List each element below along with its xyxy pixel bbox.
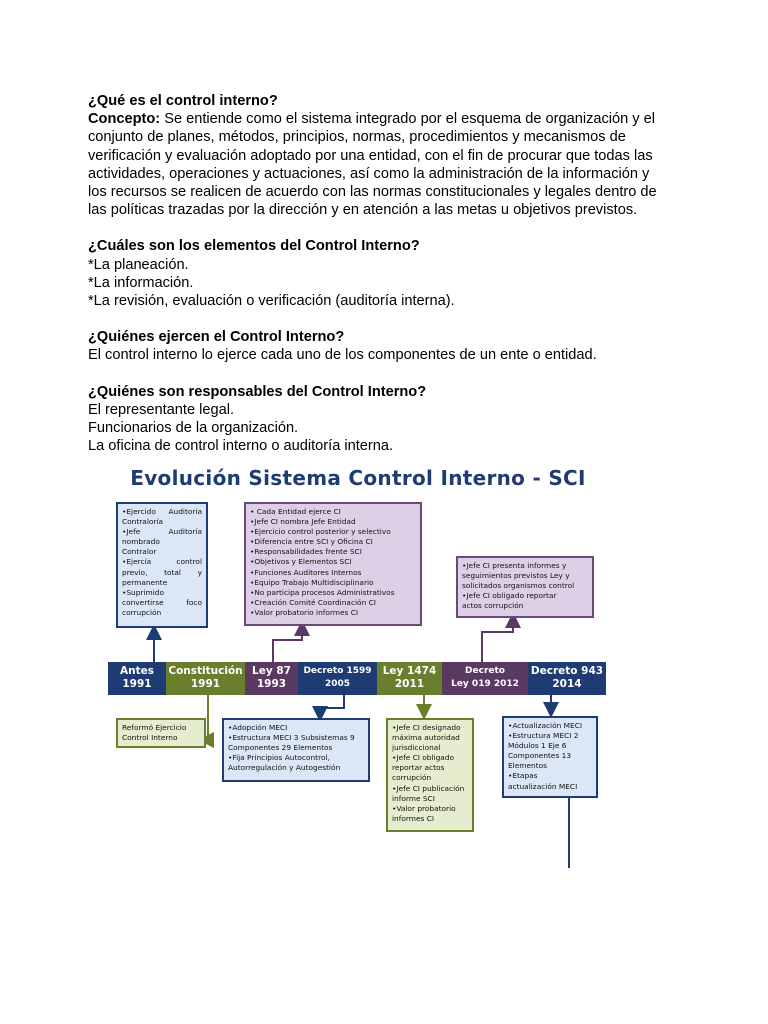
box-line: •Valor probatorio (392, 803, 456, 813)
box-line: permanente (122, 577, 168, 587)
element-item: *La planeación. (88, 256, 189, 273)
box-line: •Estructura MECI 3 Subsistemas 9 (228, 733, 355, 743)
concept-paragraph (88, 110, 688, 219)
timeline-label: Decreto (465, 666, 505, 676)
box-line: •Creación Comité Coordinación CI (250, 597, 376, 607)
box-line: máxima autoridad (392, 733, 460, 743)
question-responsibles: ¿Quiénes son responsables del Control Interno? (88, 383, 427, 400)
timeline-label: Antes (120, 665, 154, 677)
box-line: •Jefe CI designado (392, 723, 461, 732)
box-line: •No participa procesos Administrativos (250, 587, 395, 597)
box-line: Elementos (508, 761, 547, 771)
box-line: •Etapas (508, 771, 538, 781)
box-line: Módulos 1 Eje 6 (508, 741, 567, 751)
question-who-exercises: ¿Quiénes ejercen el Control Interno? (88, 329, 345, 346)
timeline-year: Ley 019 2012 (451, 679, 519, 689)
box-line: convertirse foco (122, 597, 202, 607)
timeline-label: Constitución (168, 665, 243, 677)
box-line: •Responsabilidades frente SCI (250, 547, 362, 557)
box-decreto1599-2005 (222, 718, 370, 782)
box-line: •Actualización MECI (508, 721, 583, 730)
box-line: •Estructura MECI 2 (508, 731, 579, 741)
timeline-decreto019-2012 (442, 662, 528, 695)
box-line: actualización MECI (508, 781, 578, 791)
box-line: corrupción (122, 607, 162, 617)
timeline-label: Decreto 943 (530, 665, 604, 677)
connector-decreto1599 (320, 695, 344, 714)
box-line: •Ejercido Auditoría (122, 507, 202, 516)
box-line: solicitados organismos control (462, 581, 575, 591)
box-line: informes CI (392, 813, 435, 823)
responsible-item: La oficina de control interno o auditoría interna. (88, 438, 394, 455)
box-line: •Diferencia entre SCI y Oficina CI (250, 537, 373, 547)
timeline-year: 1991 (122, 678, 152, 690)
box-line: nombrado (122, 537, 160, 547)
timeline-year: 1993 (256, 678, 287, 690)
timeline-decreto1599-2005 (298, 662, 377, 695)
sci-evolution-diagram (106, 462, 610, 872)
concept-line: actividades, operaciones y actuaciones, así como la administración de la información y (88, 165, 650, 182)
concept-label: Concepto: (88, 111, 161, 128)
concept-line: conjunto de planes, métodos, principios, normas, procedimientos y mecanismos de (88, 129, 626, 146)
box-line: Control Interno (122, 733, 178, 743)
concept-line: Se entiende como el sistema integrado por el esquema de organización y el (160, 111, 656, 128)
timeline-label: Ley 87 (252, 665, 291, 677)
timeline-antes-1991 (108, 662, 166, 695)
responsible-item: El representante legal. (88, 401, 235, 418)
timeline-year: 1991 (190, 678, 221, 690)
box-line: •Suprimido (122, 587, 164, 597)
box-line: jurisdiccional (392, 743, 441, 753)
concept-line: las políticas trazadas por la dirección y en atención a las metas u objetivos previstos. (88, 202, 638, 219)
question-elements: ¿Cuáles son los elementos del Control Interno? (88, 238, 420, 255)
connector-ley87 (273, 628, 302, 662)
box-line: Componentes 13 (508, 751, 572, 761)
box-line: •Jefe Auditoría (122, 527, 202, 537)
concept-line: verificación y evaluación adoptado por una entidad, con el fin de procurar que todas las (88, 147, 653, 164)
box-decreto943-2014 (502, 716, 598, 798)
box-line: reportar actos (392, 763, 445, 773)
timeline-constitucion-1991 (166, 662, 245, 695)
box-ley87-1993 (244, 502, 422, 626)
box-ley1474-2011 (386, 718, 474, 832)
box-line: Contralor (122, 547, 157, 557)
timeline-label: Decreto 1599 (303, 666, 372, 676)
box-line: • Cada Entidad ejerce CI (250, 507, 341, 516)
timeline-decreto943-2014 (528, 662, 606, 695)
box-line: •Objetivos y Elementos SCI (250, 557, 352, 567)
box-line: •Valor probatorio informes CI (250, 607, 359, 617)
answer-who-exercises: El control interno lo ejerce cada uno de los componentes de un ente o entidad. (88, 347, 597, 364)
box-line: •Jefe CI publicación (392, 783, 465, 793)
timeline-ley1474-2011 (377, 662, 442, 695)
box-antes-1991 (116, 502, 208, 628)
box-line: •Fija Principios Autocontrol, (228, 753, 330, 763)
box-line: •Jefe CI obligado reportar (462, 591, 557, 601)
document-text (88, 92, 688, 455)
box-line: •Ejercía control (122, 557, 202, 567)
box-line: Componentes 29 Elementos (228, 743, 333, 753)
box-decreto019-2012 (456, 556, 594, 618)
timeline-ley87-1993 (245, 662, 298, 695)
box-line: •Jefe CI obligado (392, 753, 455, 763)
element-item: *La revisión, evaluación o verificación (auditoría interna). (88, 293, 455, 310)
box-line: Autorregulación y Autogestión (228, 763, 341, 773)
element-item: *La información. (88, 274, 194, 291)
box-line: seguimientos previstos Ley y (462, 571, 570, 581)
timeline-year: 2005 (324, 679, 351, 689)
box-line: corrupción (392, 773, 432, 783)
box-line: actos corrupción (462, 601, 524, 611)
box-line: •Jefe CI nombra Jefe Entidad (250, 517, 356, 527)
timeline-year: 2011 (394, 678, 425, 690)
box-line: •Equipo Trabajo Multidisciplinario (250, 577, 374, 587)
concept-line: los recursos se realicen de acuerdo con las normas constitucionales y legales dentro de (88, 184, 657, 201)
box-line: previo, total y (122, 567, 202, 577)
box-line: Contraloría (122, 517, 164, 527)
box-line: Reformó Ejercicio (122, 723, 187, 732)
box-line: •Ejercicio control posterior y selectivo (250, 527, 391, 537)
box-line: •Funciones Auditores Internos (250, 567, 362, 577)
responsible-item: Funcionarios de la organización. (88, 420, 299, 437)
timeline-label: Ley 1474 (382, 665, 437, 677)
box-constitucion-1991 (116, 718, 206, 748)
connector-constitucion (206, 695, 208, 740)
question-what-is: ¿Qué es el control interno? (88, 93, 278, 109)
box-line: •Jefe CI presenta informes y (462, 561, 567, 570)
timeline-year: 2014 (552, 678, 582, 690)
box-line: informe SCI (392, 793, 435, 803)
connector-decreto019 (482, 620, 513, 662)
box-line: •Adopción MECI (228, 723, 288, 732)
diagram-title: Evolución Sistema Control Interno - SCI (130, 466, 586, 490)
